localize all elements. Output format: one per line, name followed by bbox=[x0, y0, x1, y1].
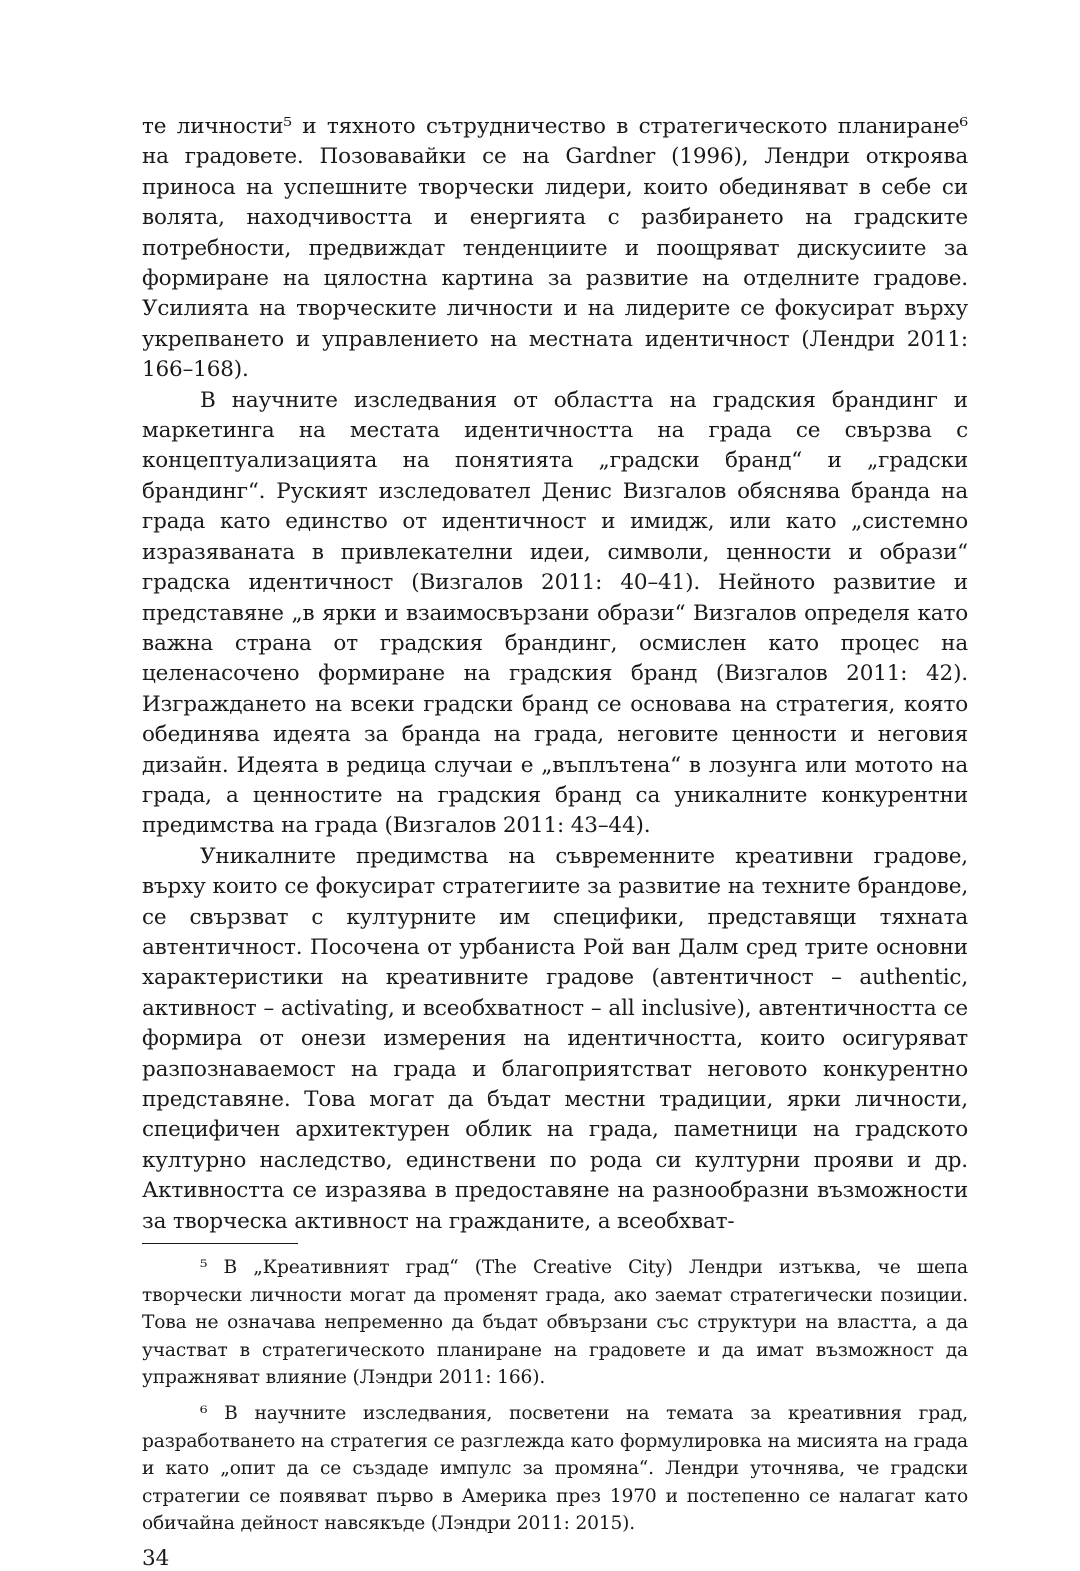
paragraph-3: Уникалните предимства на съвременните креативни градове, върху които се фокусират стратегиите за развитие на техните брандове, се свързват с културните им специфики, представящи тяхната автентичност. Посочена от урбаниста Рой ван Далм сред трите основни характеристики на креативните градове (автентичност – authentic, активност – activating, и всеобхватност – all inclusive), автентичността се формира от онези измерения на идентичността, които осигуряват разпознаваемост на града и благоприятстват неговото конкурентно представяне. Това могат да бъдат местни традиции, ярки личности, специфичен архитектурен облик на града, паметници на градското културно наследство, единствени по рода си културни прояви и др. Активността се изразява в предоставяне на разнообразни възможности за творческа активност на гражданите, а всеобхват- bbox=[142, 843, 968, 1234]
document-page bbox=[142, 112, 968, 1571]
paragraph-1: те личности⁵ и тяхното сътрудничество в стратегическото планиране⁶ на градовете. Позовавайки се на Gardner (1996), Лендри откроява приноса на успешните творчески лидери, които обединяват в себе си волята, находчивостта и енергията с разбирането на градските потребности, предвиждат тенденциите и поощряват дискусиите за формиране на цялостна картина за развитие на отделните градове. Усилията на творческите личности и на лидерите се фокусират върху укрепването и управлението на местната идентичност (Лендри 2011: 166–168). bbox=[142, 114, 968, 383]
paragraph-2: В научните изследвания от областта на градския брандинг и маркетинга на местата идентичността на града се свързва с концептуализацията на понятията „градски бранд“ и „градски брандинг“. Руският изследовател Денис Визгалов обяснява бранда на града като единство от идентичност и имидж, или като „системно изразяваната в привлекателни идеи, символи, ценности и образи“ градска идентичност (Визгалов 2011: 40–41). Нейното развитие и представяне „в ярки и взаимосвързани образи“ Визгалов определя като важна страна от градския брандинг, осмислен като процес на целенасочено формиране на градския бранд (Визгалов 2011: 42). Изграждането на всеки градски бранд се основава на стратегия, която обединява идеята за бранда на града, неговите ценности и неговия дизайн. Идеята в редица случаи е „въплътена“ в лозунга или мотото на града, а ценностите на градския бранд са уникалните конкурентни предимства на града (Визгалов 2011: 43–44). bbox=[142, 387, 968, 839]
main-text bbox=[142, 112, 968, 1237]
footnote-6: ⁶ В научните изследвания, посветени на темата за креативния град, разработването на стратегия се разглежда като формулировка на мисията на града и като „опит да се създаде импулс за промяна“. Лендри уточнява, че градски стратегии се появяват първо в Америка през 1970 и постепенно се налагат като обичайна дейност навсякъде (Лэндри 2011: 2015). bbox=[142, 1403, 968, 1535]
page-number: 34 bbox=[142, 1545, 170, 1571]
footnote-5: ⁵ В „Креативният град“ (The Creative City) Лендри изтъква, че шепа творчески личности могат да променят града, ако заемат стратегически позиции. Това не означава непременно да бъдат обвързани със структури на властта, а да участват в стратегическото планиране на градовете и да имат възможност да упражняват влияние (Лэндри 2011: 166). bbox=[142, 1257, 968, 1389]
footnotes bbox=[142, 1254, 968, 1538]
footnote-separator bbox=[142, 1243, 298, 1244]
